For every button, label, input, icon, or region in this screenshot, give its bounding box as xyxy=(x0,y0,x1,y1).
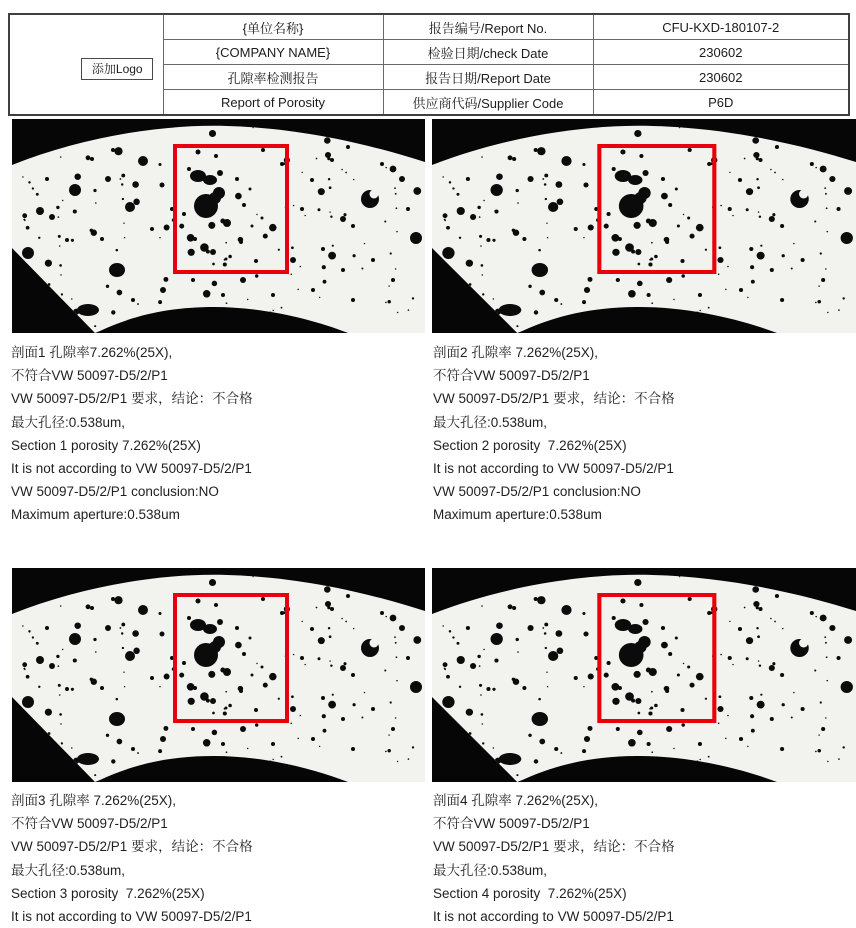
report-no-value: CFU-KXD-180107-2 xyxy=(593,14,849,40)
supplier-code-label: 供应商代码/Supplier Code xyxy=(383,90,593,116)
section-2-caption xyxy=(433,341,675,527)
header-row-1 xyxy=(9,14,849,40)
caption-line: VW 50097-D5/2/P1 要求，结论：不合格 xyxy=(11,391,253,407)
caption-line: VW 50097-D5/2/P1 conclusion:NO xyxy=(433,484,641,500)
caption-line: 不符合VW 50097-D5/2/P1 xyxy=(11,368,168,384)
caption-line: 最大孔径:0.538um, xyxy=(11,414,126,430)
micrograph-section-3 xyxy=(12,568,425,782)
company-name-placeholder: {单位名称} xyxy=(163,14,383,40)
report-title-en: Report of Porosity xyxy=(163,90,383,116)
caption-line: Maximum aperture:0.538um xyxy=(433,507,602,523)
caption-line: 不符合VW 50097-D5/2/P1 xyxy=(11,816,168,832)
caption-line: Section 4 porosity 7.262%(25X) xyxy=(433,885,627,901)
caption-line: VW 50097-D5/2/P1 要求，结论：不合格 xyxy=(433,839,675,855)
caption-line: Section 3 porosity 7.262%(25X) xyxy=(11,885,205,901)
report-date-value: 230602 xyxy=(593,65,849,90)
supplier-code-value: P6D xyxy=(593,90,849,116)
report-title-cn: 孔隙率检测报告 xyxy=(163,65,383,90)
caption-line: It is not according to VW 50097-D5/2/P1 xyxy=(433,461,674,477)
micrograph-section-1 xyxy=(12,119,425,333)
check-date-label: 检验日期/check Date xyxy=(383,40,593,65)
caption-line: It is not according to VW 50097-D5/2/P1 xyxy=(433,909,674,925)
check-date-value: 230602 xyxy=(593,40,849,65)
report-date-label: 报告日期/Report Date xyxy=(383,65,593,90)
add-logo-button[interactable]: 添加Logo xyxy=(81,58,153,80)
logo-cell xyxy=(9,14,163,115)
company-name-en: {COMPANY NAME} xyxy=(163,40,383,65)
report-no-label: 报告编号/Report No. xyxy=(383,14,593,40)
section-3-caption xyxy=(11,789,253,928)
caption-line: VW 50097-D5/2/P1 要求，结论：不合格 xyxy=(433,391,675,407)
caption-line: It is not according to VW 50097-D5/2/P1 xyxy=(11,461,252,477)
caption-line: 剖面4 孔隙率 7.262%(25X), xyxy=(433,793,599,808)
section-4-caption xyxy=(433,789,675,928)
caption-line: 最大孔径:0.538um, xyxy=(433,862,548,878)
section-1-caption xyxy=(11,341,253,527)
caption-line: Maximum aperture:0.538um xyxy=(11,507,180,523)
caption-line: 不符合VW 50097-D5/2/P1 xyxy=(433,816,590,832)
caption-line: 剖面1 孔隙率7.262%(25X), xyxy=(11,345,173,360)
caption-line: 最大孔径:0.538um, xyxy=(433,414,548,430)
caption-line: VW 50097-D5/2/P1 要求，结论：不合格 xyxy=(11,839,253,855)
caption-line: VW 50097-D5/2/P1 conclusion:NO xyxy=(11,484,219,500)
micrograph-section-2 xyxy=(432,119,856,333)
caption-line: 不符合VW 50097-D5/2/P1 xyxy=(433,368,590,384)
caption-line: 剖面2 孔隙率 7.262%(25X), xyxy=(433,345,599,360)
caption-line: Section 2 porosity 7.262%(25X) xyxy=(433,437,627,453)
caption-line: It is not according to VW 50097-D5/2/P1 xyxy=(11,909,252,925)
caption-line: Section 1 porosity 7.262%(25X) xyxy=(11,437,201,453)
caption-line: 最大孔径:0.538um, xyxy=(11,862,126,878)
micrograph-section-4 xyxy=(432,568,856,782)
caption-line: 剖面3 孔隙率 7.262%(25X), xyxy=(11,793,177,808)
report-header-table xyxy=(8,13,850,116)
